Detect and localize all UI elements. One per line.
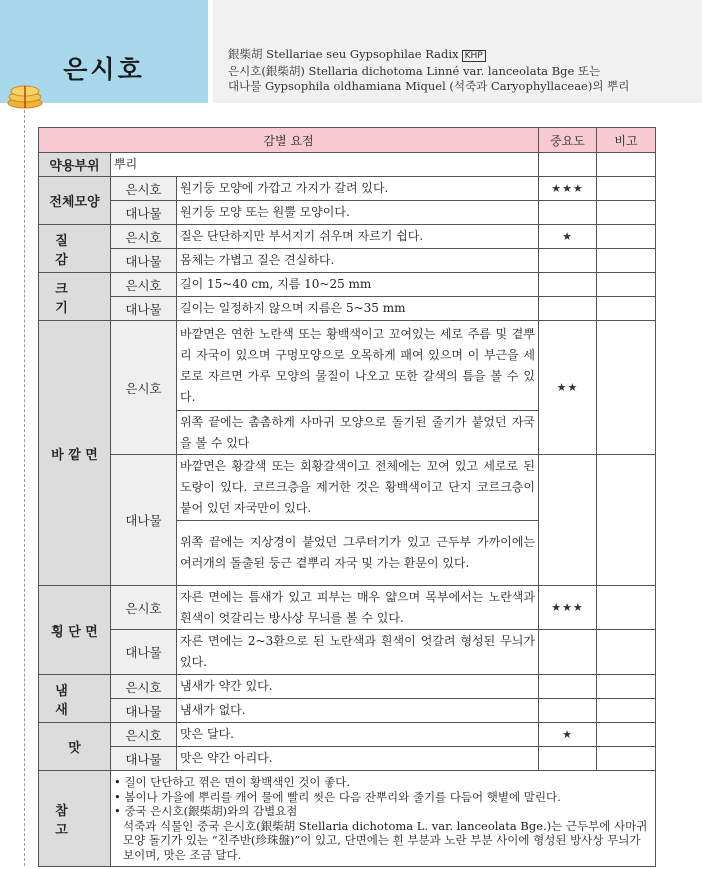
description: 바깥면은 연한 노란색 또는 황백색이고 꼬여있는 세로 주름 및 곁뿌리 자국이 있으며 구멍모양으로 오목하게 패여 있으며 이 부근을 세로로 자르면 가루 모양의 물질이 나오고 또한 갈색의 틈을 볼 수 있다. [177,321,539,411]
table-row [39,675,656,699]
importance-stars [539,675,597,699]
khp-badge: KHP [462,50,486,62]
remark-cell [597,321,656,455]
remark-cell [597,297,656,321]
description: 바깥면은 황갈색 또는 회황갈색이고 전체에는 꼬여 있고 세로로 된 도랑이 있다. 코르크층을 제거한 것은 황백색이고 단지 코르크층이 붙어 있던 자국만이 있다. [177,455,539,521]
importance-stars: ★★★ [539,177,597,201]
importance-stars: ★ [539,225,597,249]
sub-label: 은시호 [111,321,177,455]
header-line-latin: 銀柴胡 Stellariae seu Gypsophilae Radix KHP [228,47,629,64]
importance-stars [539,297,597,321]
table-row [39,249,656,273]
category-cross-section: 횡 단 면 [39,586,111,675]
header-line-substitute: 대나물 Gypsophila oldhamiana Miquel (석죽과 Caryophyllaceae)의 뿌리 [228,79,630,93]
remark-cell [597,273,656,297]
remark-cell [597,201,656,225]
header-remark: 비고 [597,128,656,153]
importance-stars [539,249,597,273]
category-smell: 냄 새 [39,675,111,723]
importance-stars: ★★ [539,321,597,455]
herb-bundle-icon [6,83,44,109]
sub-label: 은시호 [111,225,177,249]
table-row [39,747,656,771]
remark-cell [597,586,656,630]
description: 질은 단단하지만 부서지기 쉬우며 자르기 쉽다. [177,225,539,249]
page-title: 은시호 [63,55,145,84]
description: 원기둥 모양 또는 원뿔 모양이다. [177,201,539,225]
header-description [228,47,629,94]
table-row [39,201,656,225]
remark-cell [597,177,656,201]
importance-stars [539,201,597,225]
remark-cell [597,153,656,177]
sub-label: 대나물 [111,201,177,225]
reference-item: • 중국 은시호(銀柴胡)와의 감별요점 [114,804,298,818]
table-row [39,177,656,201]
margin-dashed-line [24,110,25,866]
sub-label: 대나물 [111,699,177,723]
identification-table [38,127,656,867]
importance-stars [539,699,597,723]
sub-label: 대나물 [111,297,177,321]
category-shape: 전체모양 [39,177,111,225]
category-taste: 맛 [39,723,111,771]
description: 길이는 일정하지 않으며 지름은 5~35 mm [177,297,539,321]
remark-cell [597,455,656,586]
remark-cell [597,249,656,273]
description: 원기둥 모양에 가깝고 가지가 갈려 있다. [177,177,539,201]
description: 맛은 약간 아리다. [177,747,539,771]
remark-cell [597,630,656,675]
table-row [39,630,656,675]
header-importance: 중요도 [539,128,597,153]
category-size: 크 기 [39,273,111,321]
table-row [39,225,656,249]
remark-cell [597,723,656,747]
table-row [39,771,656,867]
table-row [39,321,656,411]
table-row [39,455,656,521]
importance-stars [539,630,597,675]
header-key-points: 감별 요점 [39,128,539,153]
importance-stars [539,747,597,771]
importance-cell [539,455,597,586]
reference-notes [111,771,656,867]
table-row [39,586,656,630]
description: 위쪽 끝에는 지상경이 붙었던 그루터기가 있고 근두부 가까이에는 여러개의 돌출된 둥근 곁뿌리 자국 및 가는 환문이 있다. [177,521,539,586]
reference-item: • 봄이나 가을에 뿌리를 캐어 물에 빨리 씻은 다음 잔뿌리와 줄기를 다듬어 햇볕에 말린다. [114,789,561,804]
category-part: 약용부위 [39,153,111,177]
description: 길이 15~40 cm, 지름 10~25 mm [177,273,539,297]
table-row [39,153,656,177]
part-value: 뿌리 [111,153,539,177]
header-line-species: 은시호(銀柴胡) Stellaria dichotoma Linné var. lanceolata Bge 또는 [228,64,601,78]
description: 위쪽 끝에는 촘촘하게 사마귀 모양으로 돌기된 줄기가 붙었던 자국을 볼 수 있다 [177,411,539,455]
category-reference: 참 고 [39,771,111,867]
remark-cell [597,699,656,723]
importance-cell [539,153,597,177]
description: 냄새가 약간 있다. [177,675,539,699]
sub-label: 은시호 [111,586,177,630]
reference-item-detail: 석죽과 식물인 중국 은시호(銀柴胡 Stellaria dichotoma L. var. lanceolata Bge.)는 근두부에 사마귀 모양 돌기가 있는 “진주반(珍珠盤)”이 있고, 단면에는 흰 부분과 노란 부분 사이에 형성된 방사상 무늬가 보이며, 맛은 조금 달다. [123,818,648,862]
remark-cell [597,747,656,771]
table-header-row [39,128,656,153]
table-row [39,699,656,723]
description: 자른 면에는 2~3환으로 된 노란색과 흰색이 엇갈려 형성된 무늬가 있다. [177,630,539,675]
sub-label: 은시호 [111,723,177,747]
sub-label: 은시호 [111,177,177,201]
category-outer-surface: 바 깥 면 [39,321,111,586]
importance-stars: ★★★ [539,586,597,630]
description: 냄새가 없다. [177,699,539,723]
description: 몸체는 가볍고 질은 견실하다. [177,249,539,273]
table-row [39,273,656,297]
sub-label: 대나물 [111,455,177,586]
description: 자른 면에는 틈새가 있고 피부는 매우 얇으며 목부에서는 노란색과 흰색이 엇갈리는 방사상 무늬를 볼 수 있다. [177,586,539,630]
sub-label: 은시호 [111,273,177,297]
importance-stars [539,273,597,297]
sub-label: 대나물 [111,630,177,675]
table-row [39,297,656,321]
description: 맛은 달다. [177,723,539,747]
sub-label: 대나물 [111,249,177,273]
remark-cell [597,675,656,699]
category-texture: 질 감 [39,225,111,273]
remark-cell [597,225,656,249]
sub-label: 은시호 [111,675,177,699]
table-row [39,723,656,747]
sub-label: 대나물 [111,747,177,771]
importance-stars: ★ [539,723,597,747]
reference-item: • 질이 단단하고 꺾은 면이 황백색인 것이 좋다. [114,775,350,789]
